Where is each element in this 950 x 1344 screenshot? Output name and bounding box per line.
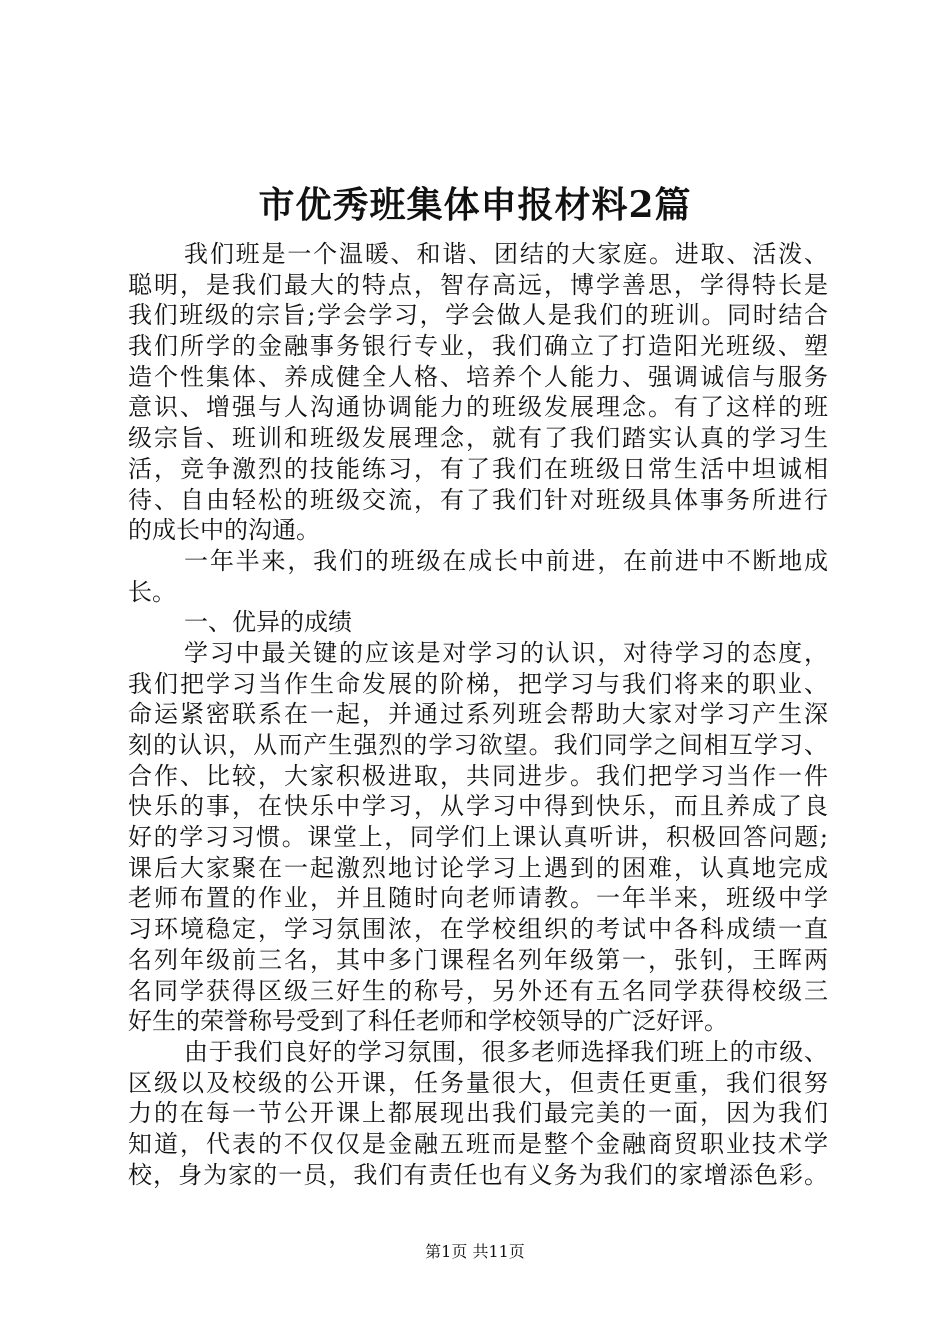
text-line: 学习中最关键的应该是对学习的认识，对待学习的态度， — [184, 638, 828, 667]
text-line: 我们把学习当作生命发展的阶梯，把学习与我们将来的职业、 — [128, 669, 828, 698]
text-line: 我们班级的宗旨;学会学习，学会做人是我们的班训。同时结合 — [128, 301, 828, 330]
text-line: 名列年级前三名，其中多门课程名列年级第一，张钊，王晖两 — [128, 945, 828, 974]
text-line: 老师布置的作业，并且随时向老师请教。一年半来，班级中学 — [128, 884, 828, 913]
text-line: 好的学习习惯。课堂上，同学们上课认真听讲，积极回答问题; — [128, 823, 828, 852]
text-line: 刻的认识，从而产生强烈的学习欲望。我们同学之间相互学习、 — [128, 731, 828, 759]
document-body — [128, 239, 828, 1190]
text-line: 一年半来，我们的班级在成长中前进，在前进中不断地成 — [184, 546, 828, 575]
text-line: 聪明，是我们最大的特点，智存高远，博学善思，学得特长是 — [128, 270, 828, 299]
page-footer: 第1页 共11页 — [425, 1242, 525, 1261]
text-line: 区级以及校级的公开课，任务量很大，但责任更重，我们很努 — [128, 1068, 828, 1097]
text-line: 我们所学的金融事务银行专业，我们确立了打造阳光班级、塑 — [128, 332, 828, 361]
text-line: 命运紧密联系在一起，并通过系列班会帮助大家对学习产生深 — [128, 700, 828, 729]
text-line: 我们班是一个温暖、和谐、团结的大家庭。进取、活泼、 — [184, 240, 828, 268]
text-line: 的成长中的沟通。 — [128, 516, 320, 545]
text-line: 由于我们良好的学习氛围，很多老师选择我们班上的市级、 — [184, 1037, 828, 1066]
text-line: 快乐的事，在快乐中学习，从学习中得到快乐，而且养成了良 — [128, 792, 828, 821]
text-line: 级宗旨、班训和班级发展理念，就有了我们踏实认真的学习生 — [128, 424, 828, 453]
text-line: 意识、增强与人沟通协调能力的班级发展理念。有了这样的班 — [128, 393, 828, 422]
text-line: 知道，代表的不仅仅是金融五班而是整个金融商贸职业技术学 — [128, 1129, 828, 1158]
text-line: 好生的荣誉称号受到了科任老师和学校领导的广泛好评。 — [128, 1007, 728, 1036]
text-line: 习环境稳定，学习氛围浓，在学校组织的考试中各科成绩一直 — [128, 915, 828, 944]
text-line: 合作、比较，大家积极进取，共同进步。我们把学习当作一件 — [128, 761, 828, 790]
text-line: 力的在每一节公开课上都展现出我们最完美的一面，因为我们 — [128, 1099, 828, 1128]
text-line: 课后大家聚在一起激烈地讨论学习上遇到的困难，认真地完成 — [128, 853, 828, 882]
text-line: 名同学获得区级三好生的称号，另外还有五名同学获得校级三 — [128, 976, 828, 1005]
document-title: 市优秀班集体申报材料2篇 — [258, 184, 692, 226]
text-line: 造个性集体、养成健全人格、培养个人能力、强调诚信与服务 — [128, 362, 828, 391]
text-line: 待、自由轻松的班级交流，有了我们针对班级具体事务所进行 — [128, 485, 828, 514]
text-line: 活，竞争激烈的技能练习，有了我们在班级日常生活中坦诚相 — [128, 454, 828, 483]
section-heading: 一、优异的成绩 — [184, 608, 352, 637]
text-line: 校，身为家的一员，我们有责任也有义务为我们的家增添色彩。 — [128, 1160, 828, 1189]
text-line: 长。 — [128, 577, 176, 606]
